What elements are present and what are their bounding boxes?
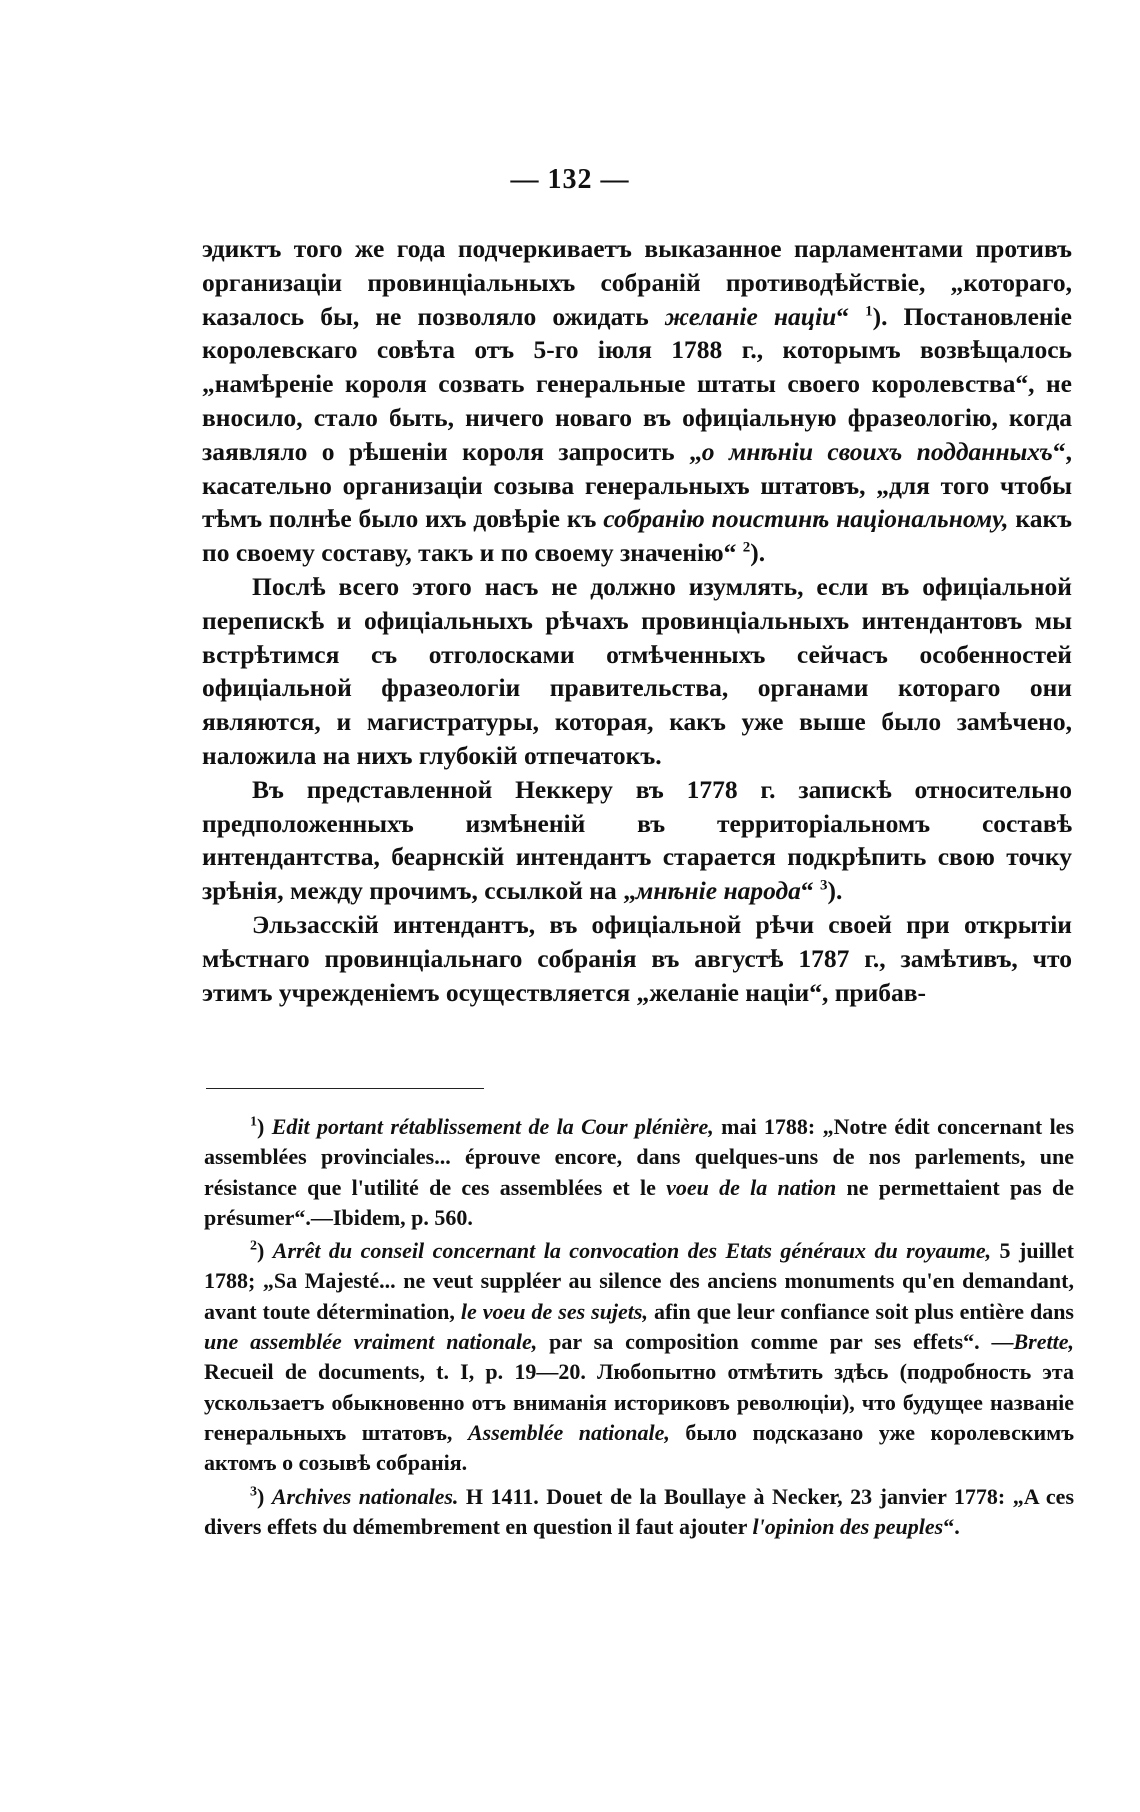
footnote-2: $^2$) Arrêt du conseil concernant la convocation des Etats généraux du royaume, 5 juillet 1788; „Sa Majesté... ne veut suppléer au silence des anciens monuments qu'en demandant, avant toute détermination, le voeu de ses sujets, afin que leur confiance soit plus entière dans une assemblée vraiment nationale, par sa composition comme par ses effets“. —Brette, Recueil de documents, t. I, p. 19—20. Любопытно отмѣтить здѣсь (подробность эта ускользаетъ обыкновенно отъ вниманiя историковъ революцiи), что будущее названiе генеральныхъ штатовъ, Assemblée nationale, было подсказано уже королевскимъ актомъ о созывѣ собранiя. bbox=[204, 1238, 1075, 1476]
footnote-2-mark: 2 bbox=[250, 1238, 257, 1254]
fn3-text-1: H 1411. Douet de la Boullaye à Necker, 23 janvier 1778: „A ces divers effets du démembrement en question il faut ajouter bbox=[204, 1483, 1075, 1539]
paragraph-3 bbox=[202, 773, 1072, 908]
p1-text-1: эдиктъ того же года подчеркиваетъ выказанное парламентами противъ организацiи провинцiальныхъ собранiй противодѣйствiе, „котораго, казалось бы, не позволяло ожидать bbox=[202, 234, 1072, 331]
fn2-text-5: было подсказано уже королевскимъ актомъ о созывѣ собранiя. bbox=[204, 1419, 1075, 1476]
p1-text-4: “, касательно организацiи созыва генеральныхъ штатовъ, „для того чтобы тѣмъ полнѣе было ихъ довѣрiе къ bbox=[202, 436, 1072, 534]
p1-italic-3: собранiю поистинѣ нацiональному, bbox=[603, 504, 1009, 534]
footnote-1-mark: 1 bbox=[250, 1114, 257, 1130]
paragraph-2: Послѣ всего этого насъ не должно изумлять, если въ офицiальной перепискѣ и офицiальныхъ рѣчахъ провинцiальныхъ интендантовъ мы встрѣтимся съ отголосками отмѣченныхъ сейчасъ особенностей офицiальной фразеологiи правительства, органами котораго они являются, и магистратуры, которая, какъ уже выше было замѣчено, наложила на нихъ глубокiй отпечатокъ. bbox=[202, 571, 1072, 770]
fn3-italic-2: l'opinion des peuples bbox=[752, 1513, 944, 1539]
fn1-italic-1: Edit portant rétablissement de la Cour plénière, bbox=[271, 1114, 714, 1139]
footnote-ref-1: 1 bbox=[865, 303, 873, 320]
fn2-text-2: afin que leur confiance soit plus entière dans bbox=[647, 1298, 1074, 1324]
fn2-text-3: par sa composition comme par ses effets“. — bbox=[537, 1329, 1014, 1355]
fn2-italic-3: une assemblée vraiment nationale, bbox=[204, 1329, 538, 1355]
main-text bbox=[202, 232, 1072, 1009]
p1-text-3: ). Постановленiе королевскаго совѣта отъ 5-го iюля 1788 г., которымъ возвѣщалось „намѣренiе короля созвать генеральные штаты своего королевства“, не вносило, стало быть, ничего новаго въ офицiальную фразеологiю, когда заявляло о рѣшенiи короля запросить „ bbox=[202, 301, 1072, 466]
p3-italic-1: мнѣнiе народа bbox=[635, 876, 801, 906]
footnote-1: $^1$) Edit portant rétablissement de la Cour plénière, mai 1788: „Notre édit concernant les assemblées provinciales... éprouve encore, dans quelques-uns de nos parlements, une résistance que l'utilité de ces assemblées et le voeu de la nation ne permettaient pas de présumer“.—Ibidem, p. 560. bbox=[204, 1114, 1075, 1230]
fn2-italic-1: Arrêt du conseil concernant la convocation des Etats généraux du royaume, bbox=[272, 1238, 992, 1264]
fn2-italic-2: le voeu de ses sujets, bbox=[460, 1298, 648, 1324]
footnotes bbox=[204, 1112, 1074, 1545]
fn2-italic-4: Brette, bbox=[1013, 1329, 1074, 1355]
p1-italic-2: о мнѣнiи своихъ подданныхъ bbox=[701, 436, 1053, 466]
p3-text-2: “ bbox=[800, 876, 821, 906]
fn2-text-1: 5 juillet 1788; „Sa Majesté... ne veut suppléer au silence des anciens monuments qu'en demandant, avant toute détermination, bbox=[204, 1238, 1074, 1324]
p1-text-2: “ bbox=[836, 301, 866, 331]
footnote-3: $^3$) Archives nationales. H 1411. Douet de la Boullaye à Necker, 23 janvier 1778: „A ces divers effets du démembrement en question il faut ajouter l'opinion des peuples“. bbox=[204, 1483, 1075, 1539]
p3-text-3: ). bbox=[827, 876, 843, 906]
p1-italic-1: желанiе нацiи bbox=[664, 301, 837, 331]
footnote-ref-2: 2 bbox=[742, 539, 751, 556]
fn3-text-2: “. bbox=[943, 1513, 960, 1539]
footnote-3-mark: 3 bbox=[250, 1484, 257, 1500]
fn2-italic-5: Assemblée nationale, bbox=[467, 1419, 670, 1445]
p1-text-6: ). bbox=[750, 538, 766, 568]
fn1-text-2: ne permettaient pas de présumer“.—Ibidem, p. 560. bbox=[204, 1174, 1074, 1230]
fn2-text-4: Recueil de documents, t. I, p. 19—20. Любопытно отмѣтить здѣсь (подробность эта ускользаетъ обыкновенно отъ вниманiя историковъ революцiи), что будущее названiе генеральныхъ штатовъ, bbox=[204, 1359, 1074, 1445]
fn1-text-1: mai 1788: „Notre édit concernant les assemblées provinciales... éprouve encore, dans quelques-uns de nos parlements, une résistance que l'utilité de ces assemblées et le bbox=[204, 1114, 1075, 1200]
fn1-italic-2: voeu de la nation bbox=[666, 1174, 837, 1200]
paragraph-1 bbox=[202, 232, 1072, 570]
p1-text-5: какъ по своему составу, такъ и по своему значенiю“ bbox=[202, 504, 1073, 568]
footnote-divider bbox=[206, 1088, 484, 1089]
paragraph-4: Эльзасскiй интендантъ, въ офицiальной рѣчи своей при открытiи мѣстнаго провинцiальнаго собранiя въ августѣ 1787 г., замѣтивъ, что этимъ учрежденiемъ осуществляется „желанiе нацiи“, прибав- bbox=[202, 909, 1072, 1007]
p3-text-1: Въ представленной Неккеру въ 1778 г. запискѣ относительно предположенныхъ измѣненiй въ территорiальномъ составѣ интендантства, беарнскiй интендантъ старается подкрѣпить свою точку зрѣнiя, между прочимъ, ссылкой на „ bbox=[202, 774, 1072, 906]
footnote-ref-3: 3 bbox=[820, 877, 828, 894]
fn3-italic-1: Archives nationales. bbox=[271, 1483, 459, 1509]
page-number: — 132 — bbox=[510, 164, 630, 195]
